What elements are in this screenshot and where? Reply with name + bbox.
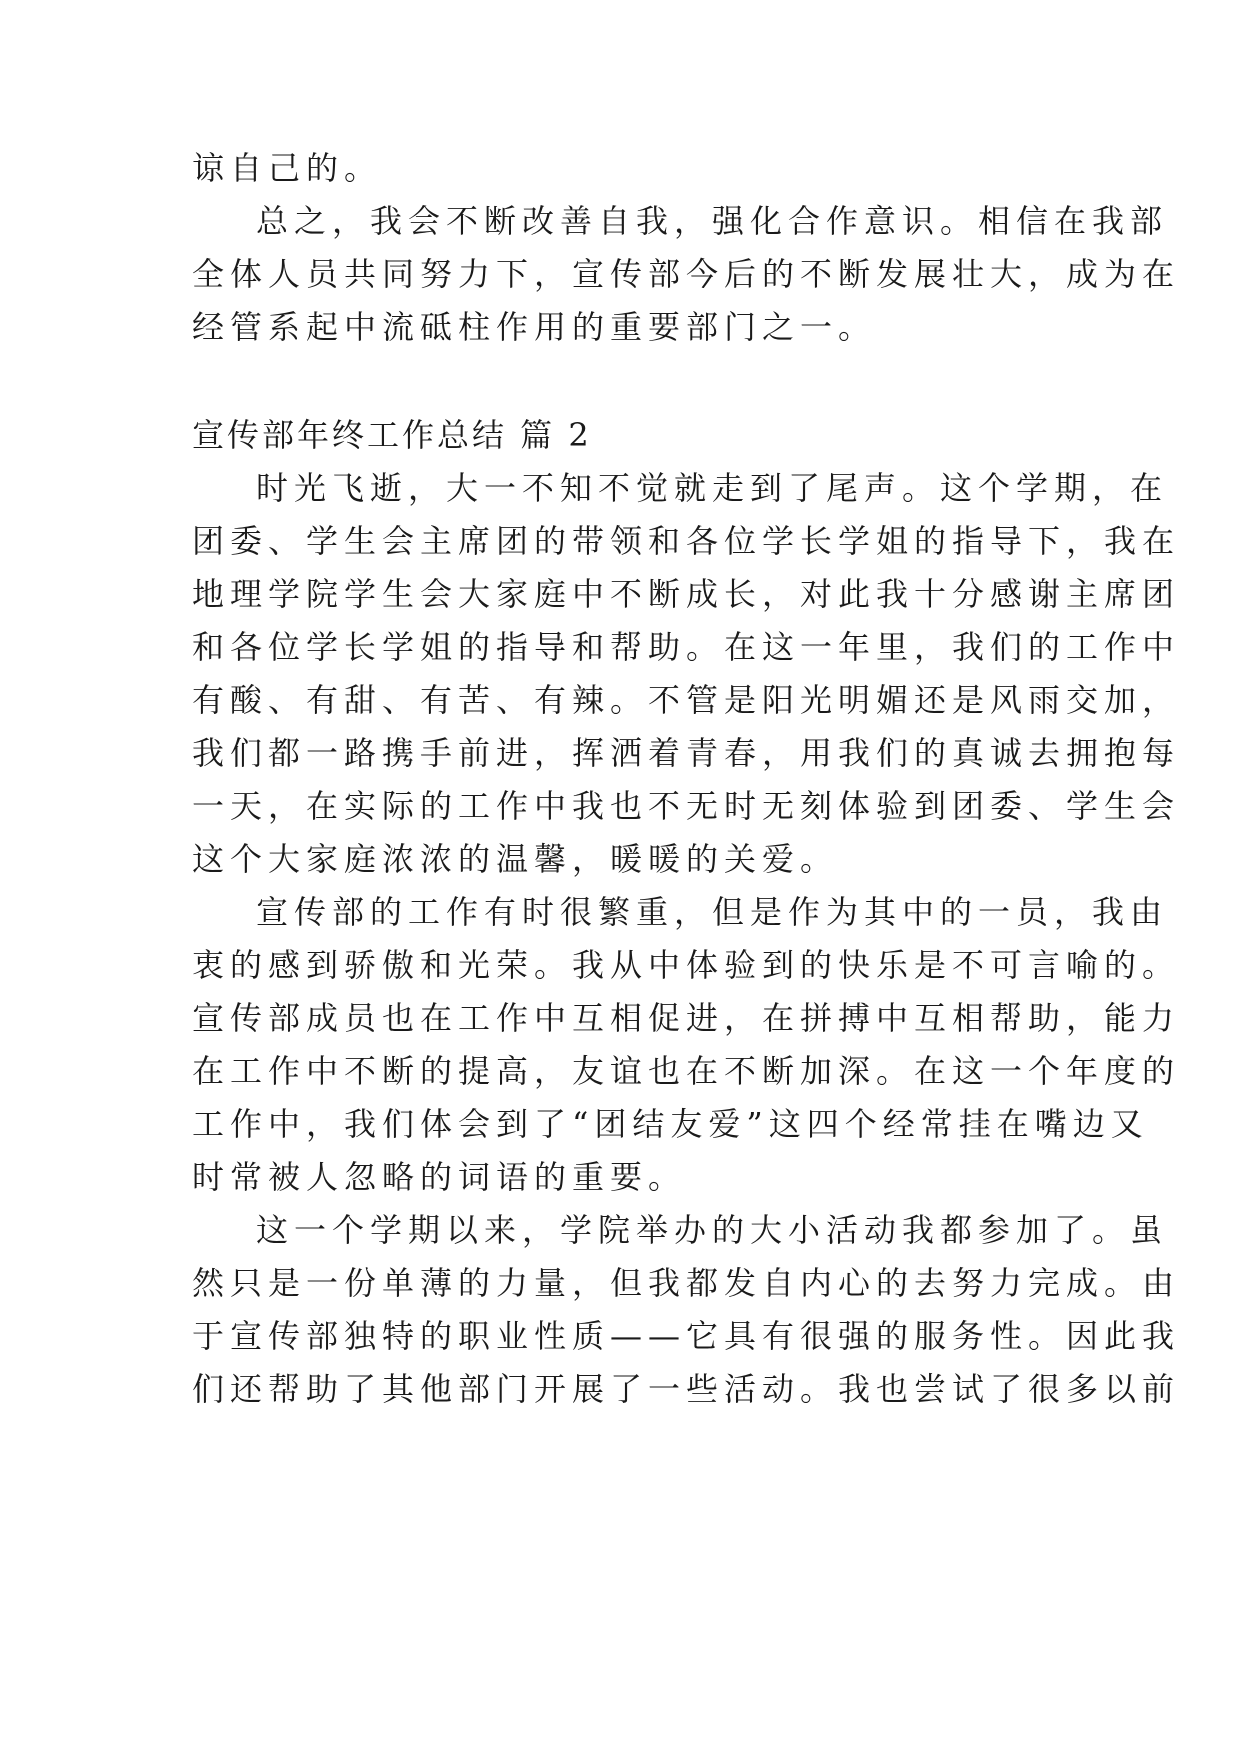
paragraph-start-line: 宣传部的工作有时很繁重，但是作为其中的一员，我由 [256, 893, 1169, 931]
text-line: 时常被人忽略的词语的重要。 [192, 1158, 687, 1196]
text-line: 于宣传部独特的职业性质——它具有很强的服务性。因此我 [192, 1317, 1181, 1355]
section-heading: 宣传部年终工作总结 篇 2 [192, 416, 592, 454]
text-line: 宣传部成员也在工作中互相促进，在拼搏中互相帮助，能力 [192, 999, 1181, 1037]
text-line: 我们都一路携手前进，挥洒着青春，用我们的真诚去拥抱每 [192, 734, 1181, 772]
paragraph-start-line: 总之，我会不断改善自我，强化合作意识。相信在我部 [256, 202, 1169, 240]
text-line: 一天，在实际的工作中我也不无时无刻体验到团委、学生会 [192, 787, 1181, 825]
text-line: 团委、学生会主席团的带领和各位学长学姐的指导下，我在 [192, 522, 1181, 560]
text-line: 有酸、有甜、有苦、有辣。不管是阳光明媚还是风雨交加， [192, 681, 1181, 719]
text-line: 全体人员共同努力下，宣传部今后的不断发展壮大，成为在 [192, 255, 1181, 293]
text-line: 衷的感到骄傲和光荣。我从中体验到的快乐是不可言喻的。 [192, 946, 1181, 984]
text-line: 然只是一份单薄的力量，但我都发自内心的去努力完成。由 [192, 1264, 1181, 1302]
text-line: 谅自己的。 [192, 149, 383, 187]
text-line: 和各位学长学姐的指导和帮助。在这一年里，我们的工作中 [192, 628, 1181, 666]
text-line: 这个大家庭浓浓的温馨，暖暖的关爱。 [192, 840, 839, 878]
paragraph-start-line: 这一个学期以来，学院举办的大小活动我都参加了。虽 [256, 1211, 1169, 1249]
text-line: 工作中，我们体会到了“团结友爱”这四个经常挂在嘴边又 [192, 1105, 1149, 1143]
paragraph-start-line: 时光飞逝，大一不知不觉就走到了尾声。这个学期，在 [256, 469, 1169, 507]
text-line: 们还帮助了其他部门开展了一些活动。我也尝试了很多以前 [192, 1370, 1181, 1408]
text-line: 经管系起中流砥柱作用的重要部门之一。 [192, 308, 877, 346]
text-line: 在工作中不断的提高，友谊也在不断加深。在这一个年度的 [192, 1052, 1181, 1090]
text-line: 地理学院学生会大家庭中不断成长，对此我十分感谢主席团 [192, 575, 1181, 613]
